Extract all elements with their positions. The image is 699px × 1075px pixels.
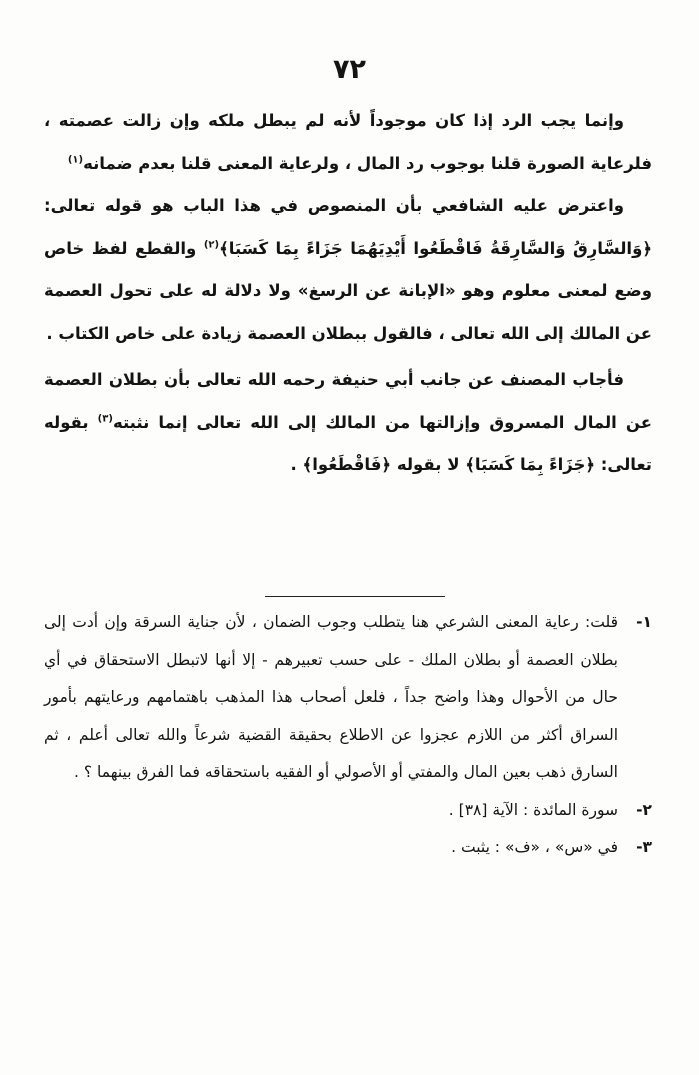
footnote-text: في «س» ، «ف» : يثبت . [451, 838, 618, 856]
footnote-separator [265, 596, 445, 597]
paragraph-3 [44, 359, 652, 487]
footnote-number: ٣- [636, 838, 652, 856]
footnote-ref-1: (١) [67, 154, 84, 165]
footnote-ref-3: (٣) [97, 413, 113, 424]
paragraph-2-text-b: والقطع لفظ خاص وضع لمعنى معلوم وهو «الإبانة عن الرسغ» ولا دلالة له على تحول العصمة عن المالك إلى الله تعالى ، فالقول ببطلان العصمة زيادة على خاص الكتاب . [44, 238, 652, 343]
footnote-number: ١- [636, 613, 652, 631]
paragraph-3-text-b: بقوله تعالى: ﴿جَزَاءً بِمَا كَسَبَا﴾ لا بقوله ﴿فَاقْطَعُوا﴾ . [44, 412, 652, 474]
paragraph-3-text-a: فأجاب المصنف عن جانب أبي حنيفة رحمه الله تعالى بأن بطلان العصمة عن المال المسروق وإزالتها من المالك إلى الله تعالى إنما نثبته [44, 370, 652, 432]
footnote-item [44, 604, 652, 792]
paragraph-1 [44, 100, 652, 185]
paragraph-2-text-a: واعترض عليه الشافعي بأن المنصوص في هذا الباب هو قوله تعالى: ﴿وَالسَّارِقُ وَالسَّارِقَةُ فَاقْطَعُوا أَيْدِيَهُمَا جَزَاءً بِمَا كَسَبَا﴾ [44, 196, 652, 258]
page-number: ٧٢ [333, 54, 366, 85]
footnote-text: سورة المائدة : الآية [٣٨] . [448, 800, 618, 819]
paragraph-2 [44, 185, 652, 355]
paragraph-1-text: وإنما يجب الرد إذا كان موجوداً لأنه لم يبطل ملكه وإن زالت عصمته ، فلرعاية الصورة قلنا بوجوب رد المال ، ولرعاية المعنى قلنا بعدم ضمانه [44, 111, 652, 173]
footnote-number: ٢- [636, 800, 652, 819]
main-text [44, 100, 652, 487]
footnote-text: قلت: رعاية المعنى الشرعي هنا يتطلب وجوب الضمان ، لأن جناية السرقة وإن أدت إلى بطلان العصمة أو بطلان الملك - على حسب تعبيرهم - إلا أنها لاتبطل الاستحقاق في أي حال من الأحوال وهذا واضح جداً ، فلعل أصحاب هذا المذهب باهتمامهم ورعايتهم بأمور السراق أكثر من اللازم عجزوا عن الاطلاع بحقيقة القضية شرعاً والله تعالى أعلم ، ثم السارق ذهب بعين المال والمفتي أو الأصولي أو الفقيه باستحقاقه فما الفرق بينهما ؟ . [44, 613, 618, 781]
footnote-ref-2: (٢) [203, 239, 220, 250]
footnote-item [44, 792, 652, 830]
footnote-item [44, 829, 652, 867]
footnotes [44, 604, 652, 867]
